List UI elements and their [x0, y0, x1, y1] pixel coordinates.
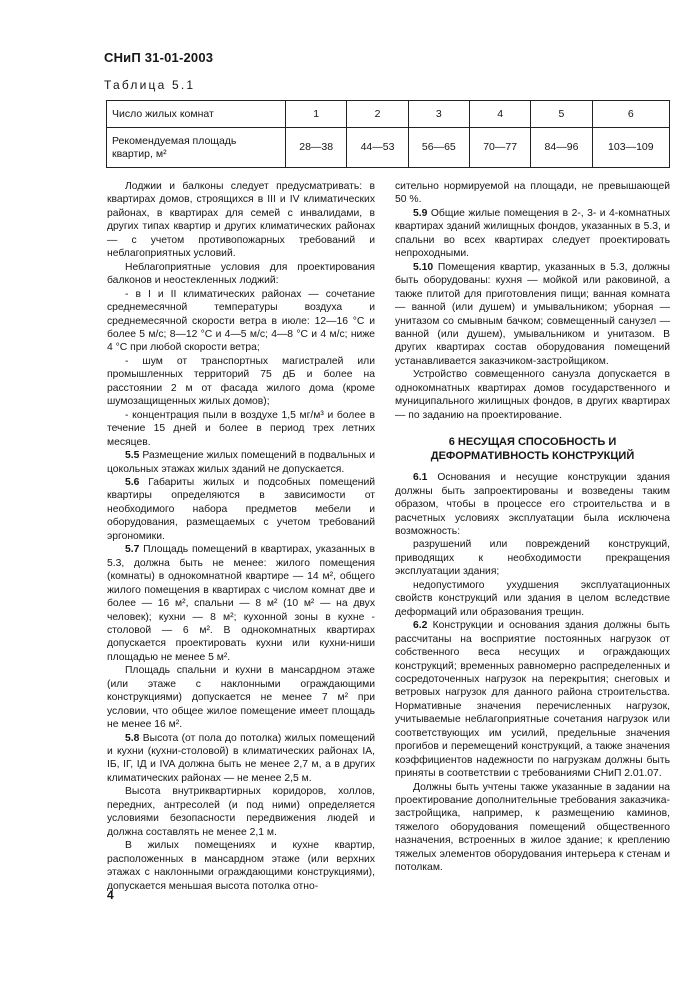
list-item: - концентрация пыли в воздухе 1,5 мг/м³ и более в течение 15 дней и более в период трех летних месяцев.: [107, 409, 375, 448]
list-item: - шум от транспортных магистралей или промышленных территорий 75 дБ и более на расстоянии 2 м от фасада жилого дома (кроме шумозащищенных жилых домов);: [107, 355, 375, 408]
table-cell: 2: [347, 101, 408, 128]
clause-5-8: 5.8 Высота (от пола до потолка) жилых помещений и кухни (кухни-столовой) в климатических районах IA, IБ, IГ, IД и IVA должна быть не менее 2,7 м, а в других климатических районах — не менее 2,5 м.: [107, 732, 375, 784]
table-cell: 1: [286, 101, 347, 128]
clause-5-6: 5.6 Габариты жилых и подсобных помещений квартиры определяются в зависимости от необходимого набора предметов мебели и оборудования, размещаемых с учетом требований эргономики.: [107, 476, 375, 542]
document-header: СНиП 31-01-2003: [104, 50, 214, 65]
paragraph: Площадь спальни и кухни в мансардном этаже (или этаже с наклонными ограждающими конструкциями) допускается не менее 7 м² при условии, что общее жилое помещение имеет площадь не менее 16 м².: [107, 665, 375, 731]
clause-6-1: 6.1 Основания и несущие конструкции здания должны быть запроектированы и возведены таким образом, чтобы в процессе его строительства и в расчетных условиях эксплуатации была исключена возможность:: [395, 472, 670, 537]
clause-5-9: 5.9 Общие жилые помещения в 2-, 3- и 4-комнатных квартирах зданий жилищных фондов, указанных в 5.3, и спальни во всех квартирах следует проектировать непроходными.: [395, 207, 670, 260]
paragraph: В жилых помещениях и кухне квартир, расположенных в мансардном этаже (или верхних этажах с наклонными ограждающими конструкциями), допускается меньшая высота потолка отно-: [107, 840, 375, 892]
table-cell: 5: [531, 101, 592, 128]
table-cell: 70—77: [469, 128, 530, 168]
table-cell: 44—53: [347, 128, 408, 168]
table-cell: 103—109: [592, 128, 669, 168]
paragraph: Должны быть учтены также указанные в задании на проектирование дополнительные требования заказчика-застройщика, например, к размещению каминов, тяжелого оборудования помещений общественного назначения, встроенных в жилое здание; к креплению тяжелых элементов оборудования интерьера к стенам и потолкам.: [395, 781, 670, 874]
paragraph: недопустимого ухудшения эксплуатационных свойств конструкций или здания в целом вследствие деформаций или образования трещин.: [395, 579, 670, 618]
table-cell: 6: [592, 101, 669, 128]
table-cell: 3: [408, 101, 469, 128]
table-caption: Таблица 5.1: [104, 78, 196, 92]
table-row: [107, 101, 670, 128]
table-cell: 28—38: [286, 128, 347, 168]
paragraph: Высота внутриквартирных коридоров, холлов, передних, антресолей (и под ними) определяется условиями безопасности передвижения людей и должна составлять не менее 2,1 м.: [107, 786, 375, 838]
paragraph: разрушений или повреждений конструкций, приводящих к необходимости прекращения эксплуатации здания;: [395, 539, 670, 578]
paragraph: Неблагоприятные условия для проектирования балконов и неостекленных лоджий:: [107, 261, 375, 287]
paragraph: Лоджии и балконы следует предусматривать: в квартирах домов, строящихся в III и IV климатических районах, в квартирах для семей с инвалидами, в других типах квартир и других климатических районах — с учетом противопожарных требований и неблагоприятных условий.: [107, 181, 375, 260]
right-column: [395, 180, 670, 875]
table-cell: 4: [469, 101, 530, 128]
paragraph: сительно нормируемой на площади, не превышающей 50 %.: [395, 181, 670, 206]
row-label: Число жилых комнат: [107, 101, 286, 128]
list-item: - в I и II климатических районах — сочетание среднемесячной температуры воздуха и среднемесячной скорости ветра в июле: 12—16 °С и более 5 м/с; 8—12 °С и 4—5 м/с; 4—8 °С и 4 м/с; ниже 4 °С при любой скорости ветра;: [107, 288, 375, 354]
table-row: [107, 128, 670, 168]
clause-6-2: 6.2 Конструкции и основания здания должны быть рассчитаны на восприятие постоянных нагрузок от собственного веса несущих и ограждающих конструкций; временных равномерно распределенных и сосредоточенных нагрузок на перекрытия; снеговых и ветровых нагрузок для данного района строительства. Нормативные значения перечисленных нагрузок, учитываемые неблагоприятные сочетания нагрузок или соответствующих им усилий, предельные значения прогибов и перемещений конструкций, а также значения коэффициентов надежности по нагрузкам должны быть приняты в соответствии с требованиями СНиП 2.01.07.: [395, 620, 670, 780]
clause-5-5: 5.5 Размещение жилых помещений в подвальных и цокольных этажах жилых зданий не допускается.: [107, 450, 375, 475]
page-number: 4: [107, 888, 114, 902]
table-5-1: [106, 100, 670, 168]
table-cell: 84—96: [531, 128, 592, 168]
clause-5-7: 5.7 Площадь помещений в квартирах, указанных в 5.3, должна быть не менее: жилого помещения (комнаты) в однокомнатной квартире — 14 м², общего жилого помещения в квартирах с числом комнат две и более — 16 м², спальни — 8 м² (10 м² — на двух человек); кухни — 8 м²; кухонной зоны в кухне - столовой — 6 м². В однокомнатных квартирах допускается проектировать кухни или кухни-ниши площадью не менее 5 м².: [107, 544, 375, 663]
row-label: Рекомендуемая площадь квартир, м²: [107, 128, 286, 168]
left-column: [107, 180, 375, 893]
paragraph: Устройство совмещенного санузла допускается в однокомнатных квартирах домов государственного и муниципального жилищных фондов, в других квартирах — по заданию на проектирование.: [395, 369, 670, 421]
table-cell: 56—65: [408, 128, 469, 168]
clause-5-10: 5.10 Помещения квартир, указанных в 5.3, должны быть оборудованы: кухня — мойкой или раковиной, а также плитой для приготовления пищи; ванная комната — ванной (или душем) и умывальником; уборная — унитазом со смывным бачком; совмещенный санузел — ванной (или душем), умывальником и унитазом. В других квартирах состав оборудования помещений устанавливается заказчиком-застройщиком.: [395, 261, 670, 367]
section-heading: 6 НЕСУЩАЯ СПОСОБНОСТЬ И ДЕФОРМАТИВНОСТЬ КОНСТРУКЦИЙ: [430, 436, 635, 463]
